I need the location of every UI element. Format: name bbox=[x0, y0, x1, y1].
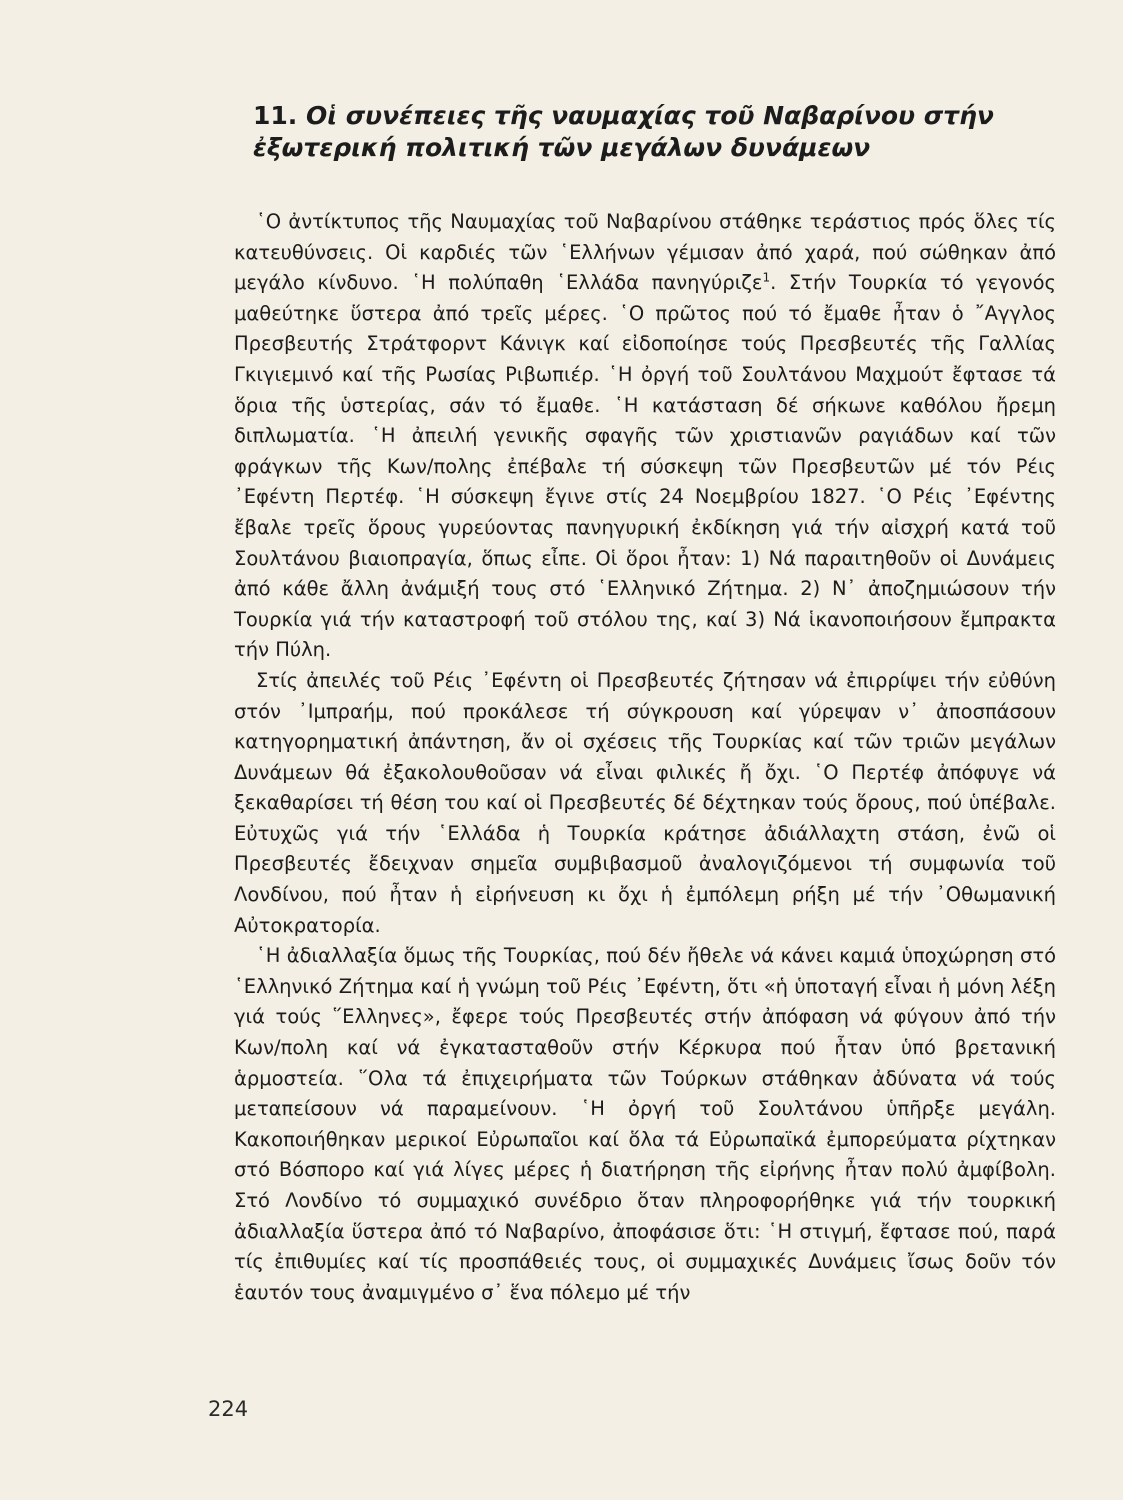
body-text bbox=[234, 207, 1056, 1308]
paragraph-1-text-a: ῾Ο ἀντίκτυπος τῆς Ναυμαχίας τοῦ Ναβαρίνου στάθηκε τεράστιος πρός ὅλες τίς κατευθύνσεις. Οἱ καρδιές τῶν ῾Ελλήνων γέμισαν ἀπό χαρά, πού σώθηκαν ἀπό μεγάλο κίνδυνο. ῾Η πολύπαθη ῾Ελλάδα πανηγύριζε bbox=[234, 210, 1056, 295]
chapter-title: Οἱ συνέπειες τῆς ναυμαχίας τοῦ Ναβαρίνου στήν ἐξωτερική πολιτική τῶν μεγάλων δυνάμεων bbox=[253, 101, 994, 162]
footnote-mark: 1 bbox=[762, 270, 771, 285]
paragraph-1-text-b: . Στήν Τουρκία τό γεγονός μαθεύτηκε ὕστερα ἀπό τρεῖς μέρες. ῾Ο πρῶτος πού τό ἔμαθε ἦταν ὁ ῎Αγγλος Πρεσβευτής Στράτφορντ Κάνιγκ καί εἰδοποίησε τούς Πρεσβευτές τῆς Γαλλίας Γκιγιεμινό καί τῆς Ρωσίας Ριβωπιέρ. ῾Η ὀργή τοῦ Σουλτάνου Μαχμούτ ἔφτασε τά ὅρια τῆς ὑστερίας, σάν τό ἔμαθε. ῾Η κατάσταση δέ σήκωνε καθόλου ἤρεμη διπλωματία. ῾Η ἀπειλή γενικῆς σφαγῆς τῶν χριστιανῶν ραγιάδων καί τῶν φράγκων τῆς Κων/πολης ἐπέβαλε τή σύσκεψη τῶν Πρεσβευτῶν μέ τόν Ρέις ᾿Εφέντη Περτέφ. ῾Η σύσκεψη ἔγινε στίς 24 Νοεμβρίου 1827. ῾Ο Ρέις ᾿Εφέντης ἔβαλε τρεῖς ὅρους γυρεύοντας πανηγυρική ἐκδίκηση γιά τήν αἰσχρή κατά τοῦ Σουλτάνου βιαιοπραγία, ὅπως εἶπε. Οἱ ὅροι ἦταν: 1) Νά παραιτηθοῦν οἱ Δυνάμεις ἀπό κάθε ἄλλη ἀνάμιξή τους στό ῾Ελληνικό Ζήτημα. 2) Ν᾿ ἀποζημιώσουν τήν Τουρκία γιά τήν καταστροφή τοῦ στόλου της, καί 3) Νά ἱκανοποιήσουν ἔμπρακτα τήν Πύλη. bbox=[234, 271, 1056, 662]
paragraph-2: Στίς ἀπειλές τοῦ Ρέις ᾿Εφέντη οἱ Πρεσβευτές ζήτησαν νά ἐπιρρίψει τήν εὐθύνη στόν ᾿Ιμπραήμ, πού προκάλεσε τή σύγκρουση καί γύρεψαν ν᾿ ἀποσπάσουν κατηγορηματική ἀπάντηση, ἄν οἱ σχέσεις τῆς Τουρκίας καί τῶν τριῶν μεγάλων Δυνάμεων θά ἐξακολουθοῦσαν νά εἶναι φιλικές ἤ ὄχι. ῾Ο Περτέφ ἀπόφυγε νά ξεκαθαρίσει τή θέση του καί οἱ Πρεσβευτές δέ δέχτηκαν τούς ὅρους, πού ὑπέβαλε. Εὐτυχῶς γιά τήν ῾Ελλάδα ἡ Τουρκία κράτησε ἀδιάλλαχτη στάση, ἐνῶ οἱ Πρεσβευτές ἔδειχναν σημεῖα συμβιβασμοῦ ἀναλογιζόμενοι τή συμφωνία τοῦ Λονδίνου, πού ἦταν ἡ εἰρήνευση κι ὄχι ἡ ἐμπόλεμη ρήξη μέ τήν ᾿Οθωμανική Αὐτοκρατορία. bbox=[234, 668, 1056, 937]
paragraph-1 bbox=[234, 207, 1056, 666]
page-number: 224 bbox=[208, 1397, 249, 1421]
chapter-heading bbox=[253, 100, 1063, 164]
chapter-number: 11. bbox=[253, 101, 298, 130]
paragraph-3: ῾Η ἀδιαλλαξία ὅμως τῆς Τουρκίας, πού δέν ἤθελε νά κάνει καμιά ὑποχώρηση στό ῾Ελληνικό Ζήτημα καί ἡ γνώμη τοῦ Ρέις ᾿Εφέντη, ὅτι «ἡ ὑποταγή εἶναι ἡ μόνη λέξη γιά τούς ῞Ελληνες», ἔφερε τούς Πρεσβευτές στήν ἀπόφαση νά φύγουν ἀπό τήν Κων/πολη καί νά ἐγκατασταθοῦν στήν Κέρκυρα πού ἦταν ὑπό βρετανική ἁρμοστεία. ῞Ολα τά ἐπιχειρήματα τῶν Τούρκων στάθηκαν ἀδύνατα νά τούς μεταπείσουν νά παραμείνουν. ῾Η ὀργή τοῦ Σουλτάνου ὑπῆρξε μεγάλη. Κακοποιήθηκαν μερικοί Εὐρωπαῖοι καί ὅλα τά Εὐρωπαϊκά ἐμπορεύματα ρίχτηκαν στό Βόσπορο καί γιά λίγες μέρες ἡ διατήρηση τῆς εἰρήνης ἦταν πολύ ἀμφίβολη. Στό Λονδίνο τό συμμαχικό συνέδριο ὅταν πληροφορήθηκε γιά τήν τουρκική ἀδιαλλαξία ὕστερα ἀπό τό Ναβαρίνο, ἀποφάσισε ὅτι: ῾Η στιγμή, ἔφτασε πού, παρά τίς ἐπιθυμίες καί τίς προσπάθειές τους, οἱ συμμαχικές Δυνάμεις ἴσως δοῦν τόν ἑαυτόν τους ἀναμιγμένο σ᾿ ἕνα πόλεμο μέ τήν bbox=[234, 944, 1056, 1304]
